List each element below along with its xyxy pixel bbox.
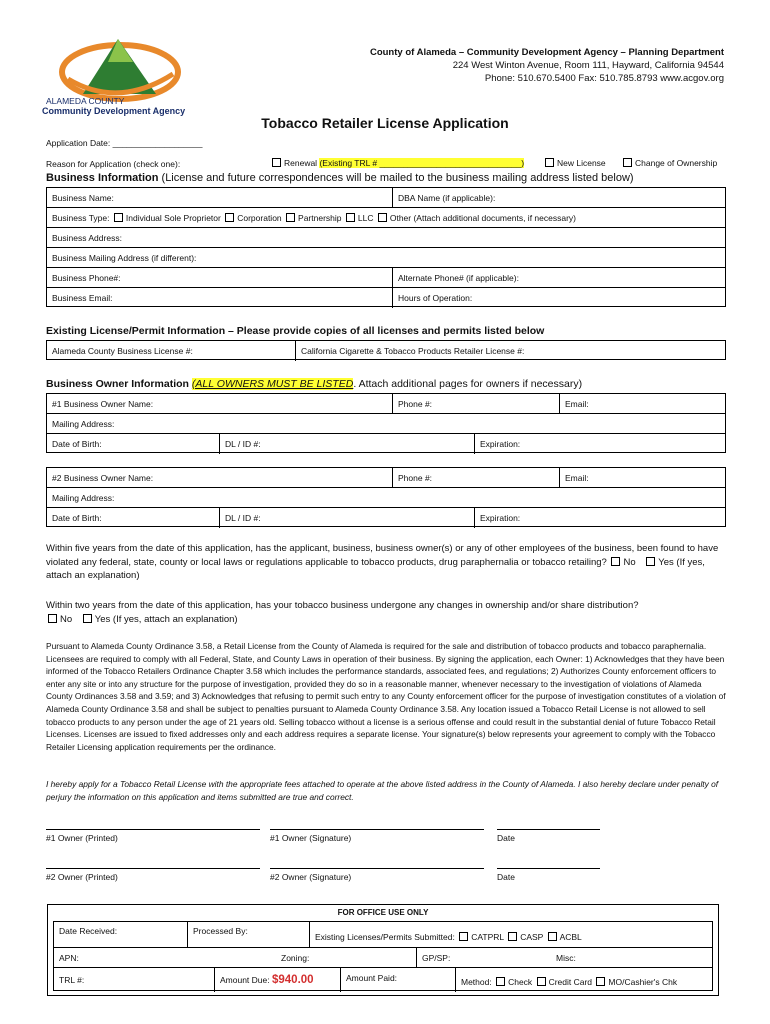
acbl-label: ACBL <box>559 932 582 942</box>
amount-paid-field[interactable]: Amount Paid: <box>340 968 455 992</box>
reason-change[interactable] <box>621 158 717 168</box>
reason-new[interactable] <box>543 158 606 168</box>
ordinance-paragraph: Pursuant to Alameda County Ordinance 3.58, a Retail License from the County of Alameda is required for the sale and distribution of tobacco products and tobacco paraphernalia. Licensees are required to comply with all Federal, State, and County Laws in operation of their business. By signing the application, each Owner: 1) Acknowledges that they have been informed of the Tobacco Retailers Ordinance Chapter 3.58 which includes the performance standards, associated fees, and regulations; 2) Authorizes County enforcement officers to enter any site or into any structure for the purpose of investigation, provided they do so in a reasonable manner, whenever necessary to the investigation of violations of Alameda County Ordinances 3.58 and 3.59; and 3) Acknowledges that refusing to permit such entry to any County enforcement officer for the purpose of investigation constitutes of a violation of Alameda County Ordinance 3.58 and shall be subject to penalties pursuant to Alameda County Ordinance 3.58. Any location issued a Tobacco Retail License is not allowed to sell tobacco products to any person under the age of 21 years old. Selling tobacco without a license is a serious offense and could result in the substantial denial of future Tobacco Retail Licenses. Licenses are issued to fixed addresses only and each address requires a separate license. Your signature(s) below represents your agreement to comply with the Tobacco Retailer Licensing application requirements per the ordinance. <box>46 641 726 752</box>
table-row <box>47 248 725 268</box>
owner2-phone-field[interactable]: Phone #: <box>392 468 559 487</box>
agency-contact: Phone: 510.670.5400 Fax: 510.785.8793 www.acgov.org <box>484 73 724 84</box>
owner2-date-label: Date <box>497 872 515 882</box>
business-info-heading <box>46 172 634 184</box>
table-row <box>47 228 725 248</box>
logo-text-line1: ALAMEDA COUNTY <box>46 96 125 106</box>
table-row <box>54 948 712 968</box>
q2-yes-checkbox[interactable] <box>83 614 92 623</box>
business-name-field[interactable]: Business Name: <box>52 193 114 203</box>
business-info-table <box>46 187 726 307</box>
type-label: Corporation <box>237 213 282 223</box>
question-1-text: Within five years from the date of this application, has the applicant, business, business owner(s) or any of other employees of the business, been found to have violated any federal, state, county or local laws or regulations applicable to tobacco products, drug paraphernalia or tobacco retailing? <box>46 543 719 568</box>
misc-field[interactable]: Misc: <box>556 953 576 963</box>
table-row <box>47 394 725 414</box>
agency-header <box>264 46 724 85</box>
credit-card-label: Credit Card <box>548 977 593 987</box>
owners-heading <box>46 378 582 390</box>
county-license-field[interactable]: Alameda County Business License #: <box>52 346 193 356</box>
change-ownership-checkbox[interactable] <box>623 158 632 167</box>
table-row <box>47 268 725 288</box>
check-label: Check <box>508 977 533 987</box>
signature-line[interactable] <box>270 829 484 830</box>
llc-checkbox[interactable] <box>346 213 355 222</box>
application-date-field[interactable]: Application Date: ___________________ <box>46 138 203 148</box>
type-label: Other (Attach additional documents, if necessary) <box>389 213 576 223</box>
processed-by-field[interactable]: Processed By: <box>187 922 309 947</box>
county-logo <box>38 34 198 114</box>
existing-trl-field[interactable]: (Existing TRL # ______________________________) <box>319 158 525 168</box>
permits-table <box>46 340 726 360</box>
owner1-dob-field[interactable]: Date of Birth: <box>52 439 102 449</box>
table-row <box>47 488 725 508</box>
business-heading-note: (License and future correspondences will be mailed to the business mailing address listed below) <box>161 172 634 184</box>
q1-no-checkbox[interactable] <box>611 557 620 566</box>
business-heading-text: Business Information <box>46 172 159 184</box>
owners-heading-text: Business Owner Information <box>46 378 189 390</box>
business-address-field[interactable]: Business Address: <box>52 233 122 243</box>
acbl-checkbox[interactable] <box>548 932 557 941</box>
logo-text-line2: Community Development Agency <box>42 106 186 116</box>
signature-line[interactable] <box>497 868 600 869</box>
partnership-checkbox[interactable] <box>286 213 295 222</box>
existing-licenses-label: Existing Licenses/Permits Submitted: <box>315 932 455 942</box>
gpsp-field[interactable]: GP/SP: <box>416 948 551 967</box>
owner1-phone-field[interactable]: Phone #: <box>392 394 559 413</box>
agency-address: 224 West Winton Avenue, Room 111, Hayward, California 94544 <box>452 60 724 71</box>
method-label: Method: <box>461 977 492 987</box>
owner1-table <box>46 393 726 453</box>
logo-mark-icon <box>38 34 198 104</box>
new-license-checkbox[interactable] <box>545 158 554 167</box>
existing-licenses-field <box>309 922 712 947</box>
catprl-checkbox[interactable] <box>459 932 468 941</box>
check-checkbox[interactable] <box>496 977 505 986</box>
type-label: Partnership <box>298 213 342 223</box>
owner1-dl-field[interactable]: DL / ID #: <box>219 434 474 454</box>
table-row <box>47 414 725 434</box>
amount-due-field <box>214 968 340 992</box>
signature-line[interactable] <box>270 868 484 869</box>
state-license-field[interactable]: California Cigarette & Tobacco Products Retailer License #: <box>295 341 725 361</box>
renewal-label: Renewal <box>284 158 318 168</box>
owner1-date-label: Date <box>497 833 515 843</box>
money-order-label: MO/Cashier's Chk <box>608 977 678 987</box>
type-label: Individual Sole Proprietor <box>125 213 221 223</box>
table-row <box>54 968 712 992</box>
table-row <box>54 922 712 948</box>
permits-heading: Existing License/Permit Information – Please provide copies of all licenses and permits listed below <box>46 325 545 337</box>
other-checkbox[interactable] <box>378 213 387 222</box>
question-1 <box>46 542 726 583</box>
reason-renewal[interactable] <box>270 158 524 168</box>
catprl-label: CATPRL <box>471 932 504 942</box>
q1-yes-label: Yes (If yes, attach an explanation) <box>46 556 705 581</box>
apn-field[interactable]: APN: <box>59 953 79 963</box>
reason-label: Reason for Application (check one): <box>46 159 181 169</box>
owner2-expiration-field[interactable]: Expiration: <box>474 508 725 528</box>
owner2-mailing-field[interactable]: Mailing Address: <box>52 493 115 503</box>
payment-method-field <box>455 968 712 992</box>
page-title: Tobacco Retailer License Application <box>261 115 509 131</box>
question-2 <box>46 599 726 626</box>
dba-name-field[interactable]: DBA Name (if applicable): <box>392 188 725 207</box>
owners-must-note: (ALL OWNERS MUST BE LISTED <box>191 378 354 390</box>
office-use-box <box>47 904 719 996</box>
signature-line[interactable] <box>46 868 260 869</box>
amount-due-label: Amount Due: <box>220 975 270 985</box>
declaration-paragraph: I hereby apply for a Tobacco Retail License with the appropriate fees attached to operate at the above listed address in the County of Alameda. I also hereby declare under penalty of perjury the information on this application and items submitted are true and correct. <box>46 779 719 802</box>
office-use-heading: FOR OFFICE USE ONLY <box>337 908 429 917</box>
new-license-label: New License <box>557 158 606 168</box>
corporation-checkbox[interactable] <box>225 213 234 222</box>
money-order-checkbox[interactable] <box>596 977 605 986</box>
business-mailing-field[interactable]: Business Mailing Address (if different): <box>52 253 197 263</box>
signature-line[interactable] <box>497 829 600 830</box>
owner2-table <box>46 467 726 527</box>
office-use-table <box>53 921 713 991</box>
owner1-email-field[interactable]: Email: <box>559 394 725 413</box>
table-row <box>47 468 725 488</box>
owner2-name-field[interactable]: #2 Business Owner Name: <box>52 473 154 483</box>
hours-of-operation-field[interactable]: Hours of Operation: <box>392 288 725 308</box>
table-row <box>47 434 725 454</box>
table-row <box>47 208 725 228</box>
business-type-field <box>47 208 725 227</box>
signature-line[interactable] <box>46 829 260 830</box>
table-row <box>47 341 725 361</box>
table-row <box>47 288 725 308</box>
table-row <box>47 508 725 528</box>
casp-checkbox[interactable] <box>508 932 517 941</box>
owner2-signature-label: #2 Owner (Signature) <box>270 872 352 882</box>
owner2-email-field[interactable]: Email: <box>559 468 725 487</box>
credit-card-checkbox[interactable] <box>537 977 546 986</box>
zoning-field[interactable]: Zoning: <box>281 953 310 963</box>
trl-number-field[interactable]: TRL #: <box>59 975 85 985</box>
alternate-phone-field[interactable]: Alternate Phone# (if applicable): <box>392 268 725 287</box>
q2-no-checkbox[interactable] <box>48 614 57 623</box>
owner1-mailing-field[interactable]: Mailing Address: <box>52 419 115 429</box>
date-received-field[interactable]: Date Received: <box>59 926 118 936</box>
owner2-printed-label: #2 Owner (Printed) <box>46 872 118 882</box>
agency-name: County of Alameda – Community Development Agency – Planning Department <box>369 47 724 58</box>
change-ownership-label: Change of Ownership <box>635 158 718 168</box>
sole-proprietor-checkbox[interactable] <box>114 213 123 222</box>
business-type-label: Business Type: <box>52 213 110 223</box>
owner1-signature-label: #1 Owner (Signature) <box>270 833 352 843</box>
q1-no-label: No <box>623 556 636 568</box>
question-2-text: Within two years from the date of this application, has your tobacco business undergone any changes in ownership and/or share distribution? <box>46 600 639 611</box>
owners-note: . Attach additional pages for owners if necessary) <box>353 378 583 390</box>
business-email-field[interactable]: Business Email: <box>52 293 113 303</box>
owner1-expiration-field[interactable]: Expiration: <box>474 434 725 454</box>
table-row <box>47 188 725 208</box>
renewal-checkbox[interactable] <box>272 158 281 167</box>
amount-due-value: $940.00 <box>272 974 314 986</box>
owner1-name-field[interactable]: #1 Business Owner Name: <box>52 399 154 409</box>
owner2-dl-field[interactable]: DL / ID #: <box>219 508 474 528</box>
q1-yes-checkbox[interactable] <box>646 557 655 566</box>
business-phone-field[interactable]: Business Phone#: <box>52 273 121 283</box>
q2-yes-label: Yes (If yes, attach an explanation) <box>94 613 238 625</box>
owner2-dob-field[interactable]: Date of Birth: <box>52 513 102 523</box>
q2-no-label: No <box>60 613 73 625</box>
casp-label: CASP <box>520 932 544 942</box>
type-label: LLC <box>357 213 374 223</box>
owner1-printed-label: #1 Owner (Printed) <box>46 833 118 843</box>
